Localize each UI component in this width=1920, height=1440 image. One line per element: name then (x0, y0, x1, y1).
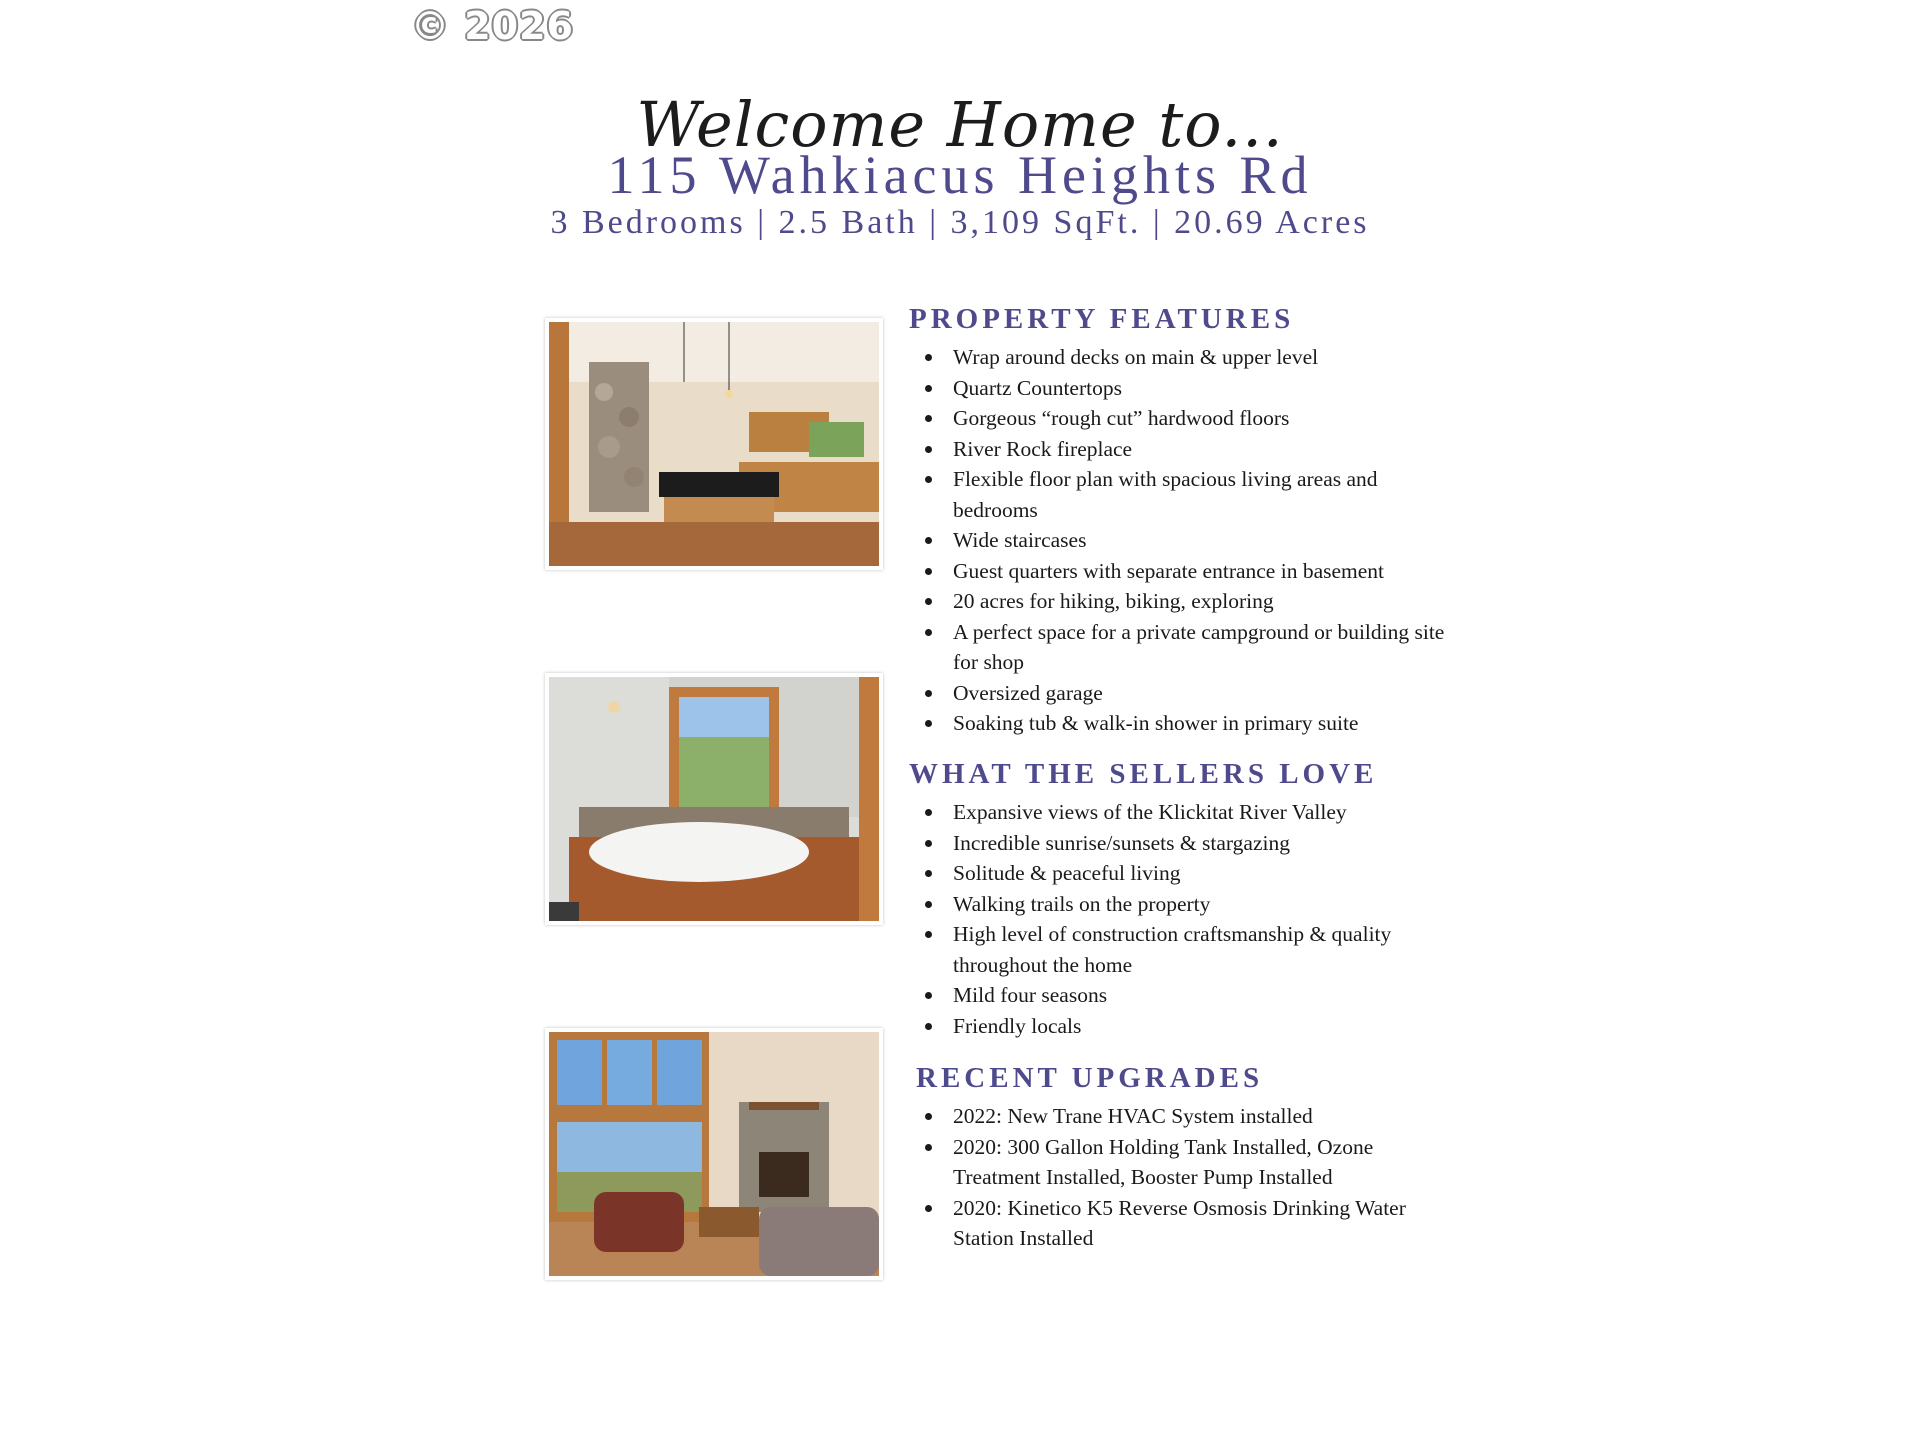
list-item: 2020: Kinetico K5 Reverse Osmosis Drinking Water Station Installed (909, 1193, 1449, 1254)
living-room-photo (545, 1028, 883, 1280)
property-stats: 3 Bedrooms | 2.5 Bath | 3,109 SqFt. | 20.69 Acres (550, 204, 1370, 241)
list-item: Soaking tub & walk-in shower in primary suite (909, 708, 1449, 739)
bathroom-photo (545, 673, 883, 925)
property-features-heading: PROPERTY FEATURES (909, 303, 1295, 335)
list-item: Guest quarters with separate entrance in basement (909, 556, 1449, 587)
copyright-watermark: © 2026 (411, 4, 574, 48)
list-item: A perfect space for a private campground or building site for shop (909, 617, 1449, 678)
list-item: 2022: New Trane HVAC System installed (909, 1101, 1449, 1132)
list-item: Quartz Countertops (909, 373, 1449, 404)
sellers-love-heading: WHAT THE SELLERS LOVE (909, 758, 1378, 790)
list-item: Expansive views of the Klickitat River Valley (909, 797, 1449, 828)
list-item: Walking trails on the property (909, 889, 1449, 920)
list-item: Gorgeous “rough cut” hardwood floors (909, 403, 1449, 434)
recent-upgrades-heading: RECENT UPGRADES (916, 1062, 1264, 1094)
list-item: 2020: 300 Gallon Holding Tank Installed, Ozone Treatment Installed, Booster Pump Installed (909, 1132, 1449, 1193)
list-item: Flexible floor plan with spacious living areas and bedrooms (909, 464, 1449, 525)
list-item: Mild four seasons (909, 980, 1449, 1011)
list-item: River Rock fireplace (909, 434, 1449, 465)
list-item: Wide staircases (909, 525, 1449, 556)
kitchen-photo (545, 318, 883, 570)
recent-upgrades-list (909, 1101, 1449, 1254)
welcome-script-heading: Welcome Home to... (636, 88, 1284, 161)
list-item: Oversized garage (909, 678, 1449, 709)
list-item: Incredible sunrise/sunsets & stargazing (909, 828, 1449, 859)
list-item: 20 acres for hiking, biking, exploring (909, 586, 1449, 617)
sellers-love-list (909, 797, 1449, 1041)
property-address: 115 Wahkiacus Heights Rd (607, 145, 1313, 205)
list-item: High level of construction craftsmanship & quality throughout the home (909, 919, 1449, 980)
list-item: Solitude & peaceful living (909, 858, 1449, 889)
list-item: Friendly locals (909, 1011, 1449, 1042)
property-features-list (909, 342, 1449, 739)
list-item: Wrap around decks on main & upper level (909, 342, 1449, 373)
